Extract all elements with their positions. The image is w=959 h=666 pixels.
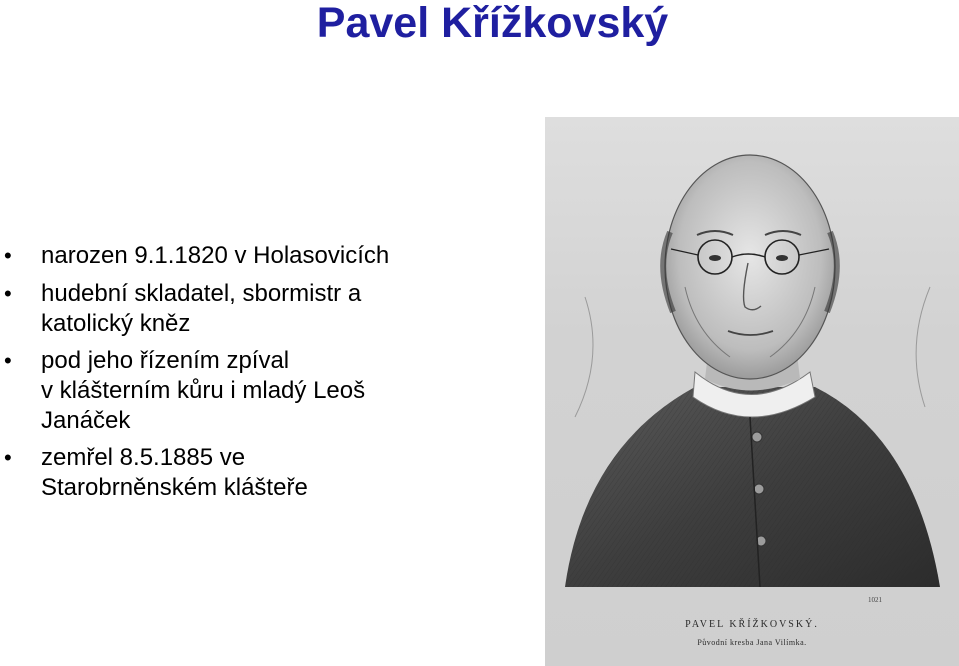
bullet-line: zemřel 8.5.1885 ve bbox=[41, 444, 246, 471]
bullet-line: v klášterním kůru i mladý Leoš bbox=[41, 377, 366, 404]
bullet-birth bbox=[0, 241, 520, 271]
bullet-profession bbox=[0, 279, 520, 339]
bullet-janacek bbox=[0, 346, 520, 436]
portrait-caption-sub: Původní kresba Jana Vilímka. bbox=[697, 638, 807, 647]
portrait-caption-name: PAVEL KŘÍŽKOVSKÝ. bbox=[685, 619, 819, 630]
bullet-line: Starobrněnském klášteře bbox=[41, 474, 308, 501]
bullet-dot-icon: • bbox=[4, 281, 12, 306]
bullet-line: narozen 9.1.1820 v Holasovicích bbox=[41, 242, 390, 269]
bullet-line: Janáček bbox=[41, 407, 131, 434]
bullet-list bbox=[0, 241, 520, 511]
bullet-death bbox=[0, 443, 520, 503]
plate-number: 1021 bbox=[868, 596, 882, 604]
portrait-drawing-icon bbox=[545, 117, 959, 666]
bullet-line: katolický kněz bbox=[41, 310, 191, 337]
bullet-dot-icon: • bbox=[4, 243, 12, 268]
bullet-line: pod jeho řízením zpíval bbox=[41, 347, 290, 374]
bullet-dot-icon: • bbox=[4, 445, 12, 470]
bullet-dot-icon: • bbox=[4, 348, 12, 373]
slide-title: Pavel Křížkovský bbox=[316, 0, 669, 47]
bullet-line: hudební skladatel, sbormistr a bbox=[41, 280, 362, 307]
portrait-image bbox=[545, 117, 959, 666]
